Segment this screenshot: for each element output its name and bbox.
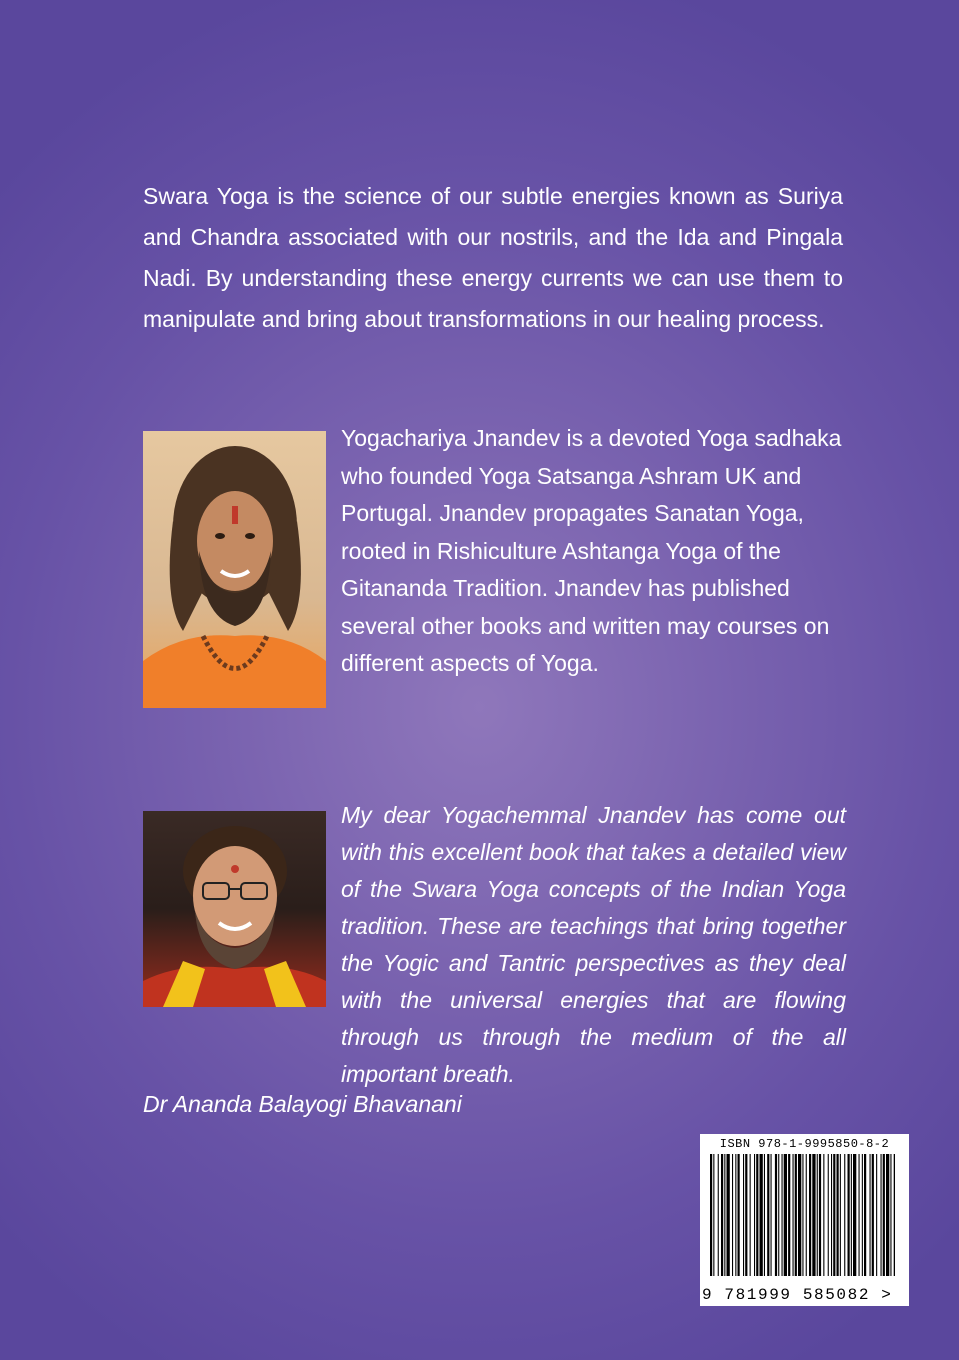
endorsement-quote: My dear Yogachemmal Jnandev has come out with this excellent book that takes a detailed view of the Swara Yoga concepts of the Indian Yoga tradition. These are teachings that bring together the Yogic and Tantric perspectives as they deal with the universal energies that are flowing through us through the medium of the all important breath. (341, 802, 846, 1087)
barcode-bars (710, 1154, 895, 1276)
isbn-barcode (700, 1134, 909, 1306)
isbn-label: ISBN 978-1-9995850-8-2 (719, 1137, 890, 1151)
isbn-digits: 9 781999 585082 > (702, 1286, 893, 1304)
endorser-photo (143, 811, 326, 1007)
endorsement-attribution: Dr Ananda Balayogi Bhavanani (143, 1091, 462, 1117)
intro-paragraph: Swara Yoga is the science of our subtle energies known as Suriya and Chandra associated with our nostrils, and the Ida and Pingala Nadi. By understanding these energy currents we can use them to manipulate and bring about transformations in our healing process. (143, 183, 843, 332)
author-photo (143, 431, 326, 708)
author-bio: Yogachariya Jnandev is a devoted Yoga sadhaka who founded Yoga Satsanga Ashram UK and Portugal. Jnandev propagates Sanatan Yoga, rooted in Rishiculture Ashtanga Yoga of the Gitananda Tradition. Jnandev has published several other books and written may courses on different aspects of Yoga. (341, 425, 842, 676)
